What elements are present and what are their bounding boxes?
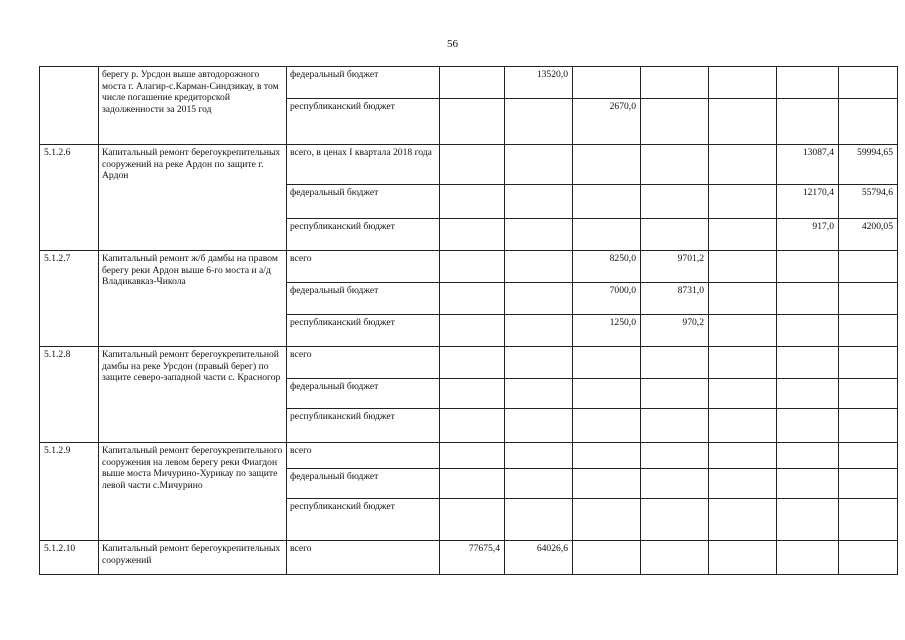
- amount-cell: [505, 469, 573, 499]
- item-name: Капитальный ремонт берегоукрепительных сооружений на реке Ардон по защите г. Ардон: [99, 145, 287, 251]
- item-name: Капитальный ремонт берегоукрепительного сооружения на левом берегу реки Фиагдон выше моста Мичурино-Хурикау по защите левой части с.Мичурино: [99, 443, 287, 541]
- amount-cell: [839, 347, 898, 379]
- funding-source: федеральный бюджет: [287, 469, 440, 499]
- funding-source: всего: [287, 251, 440, 283]
- amount-cell: [440, 379, 505, 409]
- amount-cell: [641, 67, 709, 99]
- amount-cell: [777, 251, 839, 283]
- amount-cell: [777, 347, 839, 379]
- funding-source: всего, в ценах I квартала 2018 года: [287, 145, 440, 185]
- amount-cell: [839, 541, 898, 575]
- funding-source: республиканский бюджет: [287, 219, 440, 251]
- amount-cell: [777, 67, 839, 99]
- amount-cell: [573, 541, 641, 575]
- table-row: [40, 541, 898, 575]
- amount-cell: [641, 145, 709, 185]
- amount-cell: [573, 409, 641, 443]
- amount-cell: 55794,6: [839, 185, 898, 219]
- amount-cell: 1250,0: [573, 315, 641, 347]
- amount-cell: [440, 67, 505, 99]
- amount-cell: [839, 315, 898, 347]
- amount-cell: [839, 283, 898, 315]
- amount-cell: [440, 251, 505, 283]
- amount-cell: 64026,6: [505, 541, 573, 575]
- amount-cell: [839, 469, 898, 499]
- amount-cell: [573, 469, 641, 499]
- amount-cell: [440, 315, 505, 347]
- amount-cell: [573, 145, 641, 185]
- funding-source: всего: [287, 347, 440, 379]
- amount-cell: [573, 185, 641, 219]
- item-name: Капитальный ремонт берегоукрепительных сооружений: [99, 541, 287, 575]
- table-row: [40, 67, 898, 99]
- amount-cell: 9701,2: [641, 251, 709, 283]
- funding-source: республиканский бюджет: [287, 409, 440, 443]
- amount-cell: [573, 443, 641, 469]
- amount-cell: [505, 499, 573, 541]
- amount-cell: [641, 347, 709, 379]
- amount-cell: [573, 219, 641, 251]
- amount-cell: [839, 499, 898, 541]
- item-code: 5.1.2.9: [40, 443, 99, 541]
- amount-cell: 59994,65: [839, 145, 898, 185]
- item-name: берегу р. Урсдон выше автодорожного моста г. Алагир-с.Карман-Синдзикау, в том числе погашение кредиторской задолженности за 2015 год: [99, 67, 287, 145]
- amount-cell: [777, 541, 839, 575]
- amount-cell: [709, 185, 777, 219]
- amount-cell: [777, 283, 839, 315]
- amount-cell: [709, 99, 777, 145]
- amount-cell: [505, 219, 573, 251]
- amount-cell: [709, 145, 777, 185]
- amount-cell: [709, 379, 777, 409]
- page-number: 56: [447, 38, 458, 50]
- amount-cell: [641, 99, 709, 145]
- budget-table: [39, 66, 898, 575]
- amount-cell: [573, 379, 641, 409]
- amount-cell: [440, 469, 505, 499]
- amount-cell: [641, 499, 709, 541]
- amount-cell: [505, 251, 573, 283]
- amount-cell: [709, 409, 777, 443]
- amount-cell: [440, 283, 505, 315]
- amount-cell: [839, 99, 898, 145]
- item-code: 5.1.2.8: [40, 347, 99, 443]
- amount-cell: 13087,4: [777, 145, 839, 185]
- amount-cell: [777, 443, 839, 469]
- item-code: 5.1.2.10: [40, 541, 99, 575]
- amount-cell: [839, 251, 898, 283]
- amount-cell: [440, 409, 505, 443]
- amount-cell: [641, 379, 709, 409]
- amount-cell: [505, 347, 573, 379]
- amount-cell: [505, 443, 573, 469]
- amount-cell: [440, 499, 505, 541]
- funding-source: всего: [287, 541, 440, 575]
- amount-cell: [709, 67, 777, 99]
- amount-cell: [839, 379, 898, 409]
- amount-cell: [641, 541, 709, 575]
- amount-cell: [440, 185, 505, 219]
- item-name: Капитальный ремонт берегоукрепительной дамбы на реке Урсдон (правый берег) по защите северо-западной части с. Красногор: [99, 347, 287, 443]
- amount-cell: [641, 469, 709, 499]
- amount-cell: [709, 219, 777, 251]
- amount-cell: [505, 99, 573, 145]
- amount-cell: [505, 409, 573, 443]
- amount-cell: 4200,05: [839, 219, 898, 251]
- funding-source: республиканский бюджет: [287, 315, 440, 347]
- table-row: [40, 347, 898, 379]
- amount-cell: [777, 99, 839, 145]
- funding-source: республиканский бюджет: [287, 499, 440, 541]
- amount-cell: [573, 67, 641, 99]
- amount-cell: [709, 469, 777, 499]
- amount-cell: 77675,4: [440, 541, 505, 575]
- amount-cell: [709, 347, 777, 379]
- amount-cell: [641, 219, 709, 251]
- amount-cell: [777, 469, 839, 499]
- amount-cell: 970,2: [641, 315, 709, 347]
- amount-cell: 917,0: [777, 219, 839, 251]
- amount-cell: [573, 347, 641, 379]
- funding-source: федеральный бюджет: [287, 185, 440, 219]
- amount-cell: [839, 409, 898, 443]
- amount-cell: [709, 251, 777, 283]
- amount-cell: [839, 67, 898, 99]
- amount-cell: [440, 145, 505, 185]
- item-code: [40, 67, 99, 145]
- amount-cell: 2670,0: [573, 99, 641, 145]
- amount-cell: [573, 499, 641, 541]
- amount-cell: [505, 145, 573, 185]
- amount-cell: [777, 409, 839, 443]
- amount-cell: [641, 185, 709, 219]
- amount-cell: [505, 379, 573, 409]
- amount-cell: [709, 541, 777, 575]
- amount-cell: [709, 283, 777, 315]
- amount-cell: 8731,0: [641, 283, 709, 315]
- amount-cell: [777, 315, 839, 347]
- funding-source: федеральный бюджет: [287, 379, 440, 409]
- amount-cell: [839, 443, 898, 469]
- funding-source: федеральный бюджет: [287, 283, 440, 315]
- funding-source: республиканский бюджет: [287, 99, 440, 145]
- amount-cell: [641, 409, 709, 443]
- amount-cell: [505, 315, 573, 347]
- amount-cell: 8250,0: [573, 251, 641, 283]
- amount-cell: [505, 185, 573, 219]
- funding-source: федеральный бюджет: [287, 67, 440, 99]
- item-code: 5.1.2.6: [40, 145, 99, 251]
- amount-cell: [641, 443, 709, 469]
- amount-cell: 7000,0: [573, 283, 641, 315]
- amount-cell: [440, 219, 505, 251]
- amount-cell: [440, 347, 505, 379]
- funding-source: всего: [287, 443, 440, 469]
- item-name: Капитальный ремонт ж/б дамбы на правом берегу реки Ардон выше 6-го моста и а/д Владикавказ-Чикола: [99, 251, 287, 347]
- table-row: [40, 443, 898, 469]
- amount-cell: 12170,4: [777, 185, 839, 219]
- table-row: [40, 251, 898, 283]
- amount-cell: [777, 499, 839, 541]
- item-code: 5.1.2.7: [40, 251, 99, 347]
- amount-cell: [709, 443, 777, 469]
- amount-cell: [709, 315, 777, 347]
- amount-cell: 13520,0: [505, 67, 573, 99]
- amount-cell: [777, 379, 839, 409]
- table-row: [40, 145, 898, 185]
- amount-cell: [709, 499, 777, 541]
- amount-cell: [505, 283, 573, 315]
- amount-cell: [440, 99, 505, 145]
- amount-cell: [440, 443, 505, 469]
